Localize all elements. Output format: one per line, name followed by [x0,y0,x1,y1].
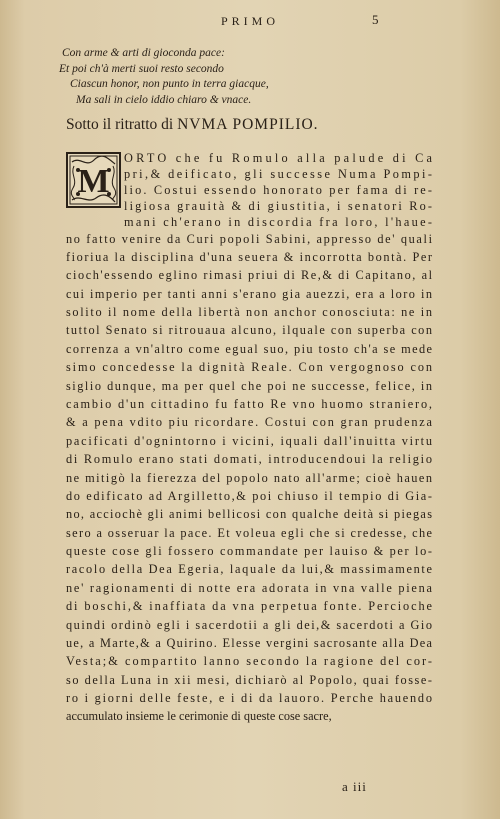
text-line: mani ch'erano in discordia fra loro, l'haue- [124,215,435,229]
running-head: PRIMO [220,14,279,28]
text-line: queste cose gli fossero commandate per lauiso & per lo- [66,544,434,558]
text-line: Vesta;& compartito lanno secondo la ragione del cor- [66,654,435,668]
signature-mark: a iii [342,779,367,794]
text-line: pacificati d'ognintorno i vicini, iquali dall'inuitta virtu [66,434,434,448]
ornament-icon [68,154,119,206]
text-line: ro i giorni delle feste, e i di da lauoro. Perche hauendo [66,691,434,705]
text-line: solito il nome della libertà non anchor conosciuta: ne in [66,305,434,319]
text-line: di Romulo erano stati domati, introducendoui la religio [66,452,434,466]
text-line: ne mitigò la fierezza del popolo nato all'arme; cioè hauen [66,471,434,485]
text-line: siglio dunque, ma per quel che poi ne successe, felice, in [66,379,434,393]
text-line: simo concedesse la dignità Reale. Con vergognoso con [66,360,434,374]
verse-line: Et poi ch'à merti suoi resto secondo [59,62,224,75]
section-heading-name: NVMA POMPILIO. [177,116,319,133]
text-line: pri,& deificato, gli successe Numa Pompi- [124,167,435,181]
text-line: racolo della Dea Egeria, laquale da lui,& massimamente [66,562,434,576]
text-line: di boschi,& inaffiata da vna perpetua fonte. Percioche [66,599,434,613]
verse-line: Con arme & arti di gioconda pace: [62,47,225,59]
text-line: ligiosa grauità & di giustitia, i senatori Ro- [124,199,435,213]
text-line: cui imperio per tanti anni s'erano gia auezzi, era a loro in [66,287,434,301]
text-line: cambio d'un cittadino fu fatto Re vno huomo straniero, [66,397,434,411]
decorated-initial [66,152,121,208]
text-line: correnza a vn'altro come egual suo, piu tosto ch'a se mede [66,342,434,356]
text-line: accumulato insieme le cerimonie di queste cose sacre, [66,709,332,723]
text-line: no, acciochè gli animi bellicosi con qualche deità si piegas [66,507,434,521]
text-line: fioriua la disciplina d'una seuera & incorrotta bontà. Per [66,250,434,264]
text-line: ue, a Marte,& a Quirino. Elesse vergini sacrosante alla Dea [66,636,434,650]
text-line: ORTO che fu Romulo alla palude di Ca [124,151,436,165]
section-heading-prefix: Sotto il ritratto di [66,116,174,133]
text-line: lio. Costui essendo honorato per fama di re- [124,183,435,197]
text-line: tuttol Senato si ritrouaua alcuno, ilquale con superba con [66,323,434,337]
text-line: no fatto venire da Curi popoli Sabini, appresso de' quali [66,232,434,246]
text-line: & a pena vdito piu ricordare. Costui con gran prudenza [66,415,434,429]
text-line: sero a osseruar la pace. Et voleua egli che si credesse, che [66,526,434,540]
text-line: quindi ordinò egli i sacerdotii a gli dei,& sacerdoti a Gio [66,618,434,632]
verse-line: Ma sali in cielo iddio chiaro & vnace. [76,93,252,106]
initial-letter: M [77,163,110,200]
text-line: so della Luna in xii mesi, dichiarò al Popolo, quai fosse- [66,673,434,687]
text-line: do edificato ad Argilletto,& poi chiuso il tempio di Gia- [66,489,434,503]
section-heading [66,116,319,134]
text-line: ne' ragionamenti di notte era adorata in vna valle piena [66,581,434,595]
verse-line: Ciascun honor, non punto in terra giacque, [70,78,269,90]
verse-stanza [59,46,269,108]
text-line: cioch'essendo eglino rimasi priui di Re,& di Capitano, al [66,268,434,282]
page-number: 5 [372,12,379,27]
